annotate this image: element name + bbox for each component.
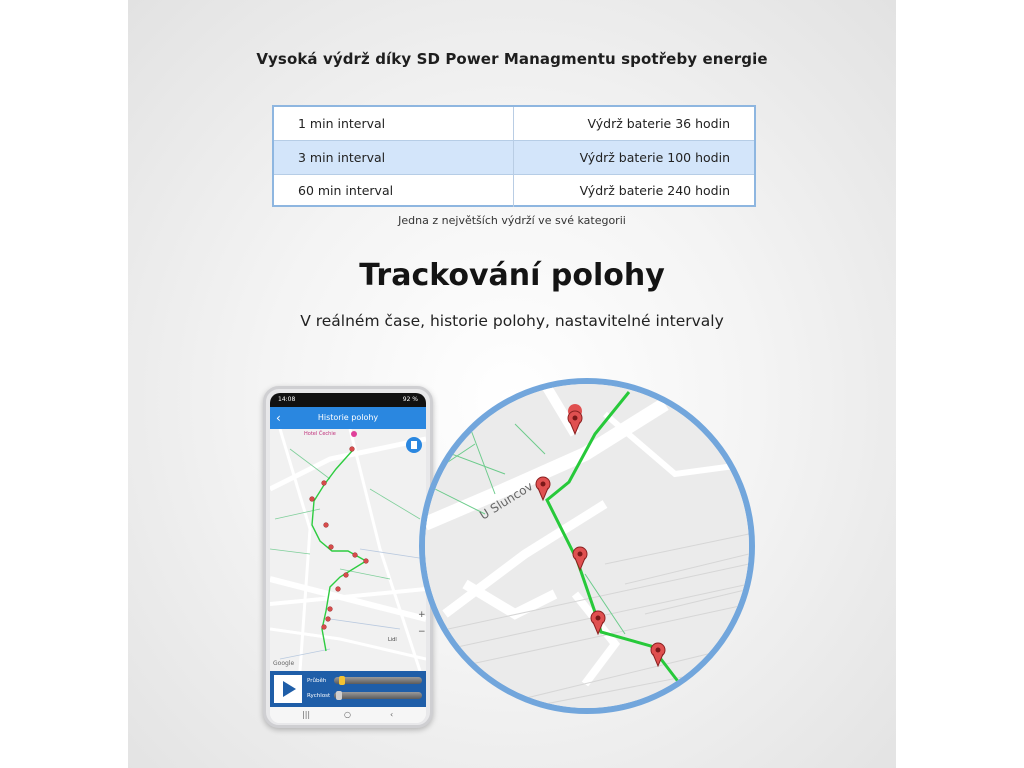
zoom-in-icon: +	[418, 610, 426, 620]
battery-headline: Vysoká výdrž díky SD Power Managmentu spotřeby energie	[256, 50, 768, 68]
interval-cell: 1 min interval	[274, 107, 514, 140]
speed-knob[interactable]	[336, 691, 342, 700]
status-battery: 92 %	[402, 396, 418, 403]
progress-slider[interactable]	[334, 677, 422, 684]
status-time: 14:08	[278, 396, 296, 403]
interval-cell: 60 min interval	[274, 174, 514, 207]
battery-table	[272, 105, 756, 207]
map-label-hotel: Hotel Čechie	[304, 431, 336, 437]
recents-icon[interactable]: |||	[302, 710, 311, 719]
progress-label: Průběh	[307, 678, 327, 684]
section-subtitle: V reálném čase, historie polohy, nastavitelné intervaly	[300, 312, 724, 330]
street-label: U Sluncov	[477, 478, 536, 523]
interval-cell: 3 min interval	[274, 141, 514, 174]
status-bar	[270, 393, 426, 407]
phone-map[interactable]	[270, 429, 426, 671]
table-row	[274, 140, 754, 175]
playback-panel	[270, 671, 426, 707]
battery-cell: Výdrž baterie 240 hodin	[579, 183, 730, 198]
table-row	[274, 107, 754, 140]
table-note: Jedna z největších výdrží ve své kategorii	[398, 214, 626, 227]
zoom-out-icon: −	[418, 627, 426, 637]
phone-screen	[270, 393, 426, 723]
speed-slider[interactable]	[334, 692, 422, 699]
progress-knob[interactable]	[339, 676, 345, 685]
google-logo: Google	[273, 660, 295, 667]
back-arrow-icon[interactable]: ‹	[276, 411, 281, 425]
app-bar	[270, 407, 426, 429]
zoomed-map	[425, 384, 749, 708]
android-nav-bar	[270, 707, 426, 723]
home-icon[interactable]: ○	[344, 710, 351, 719]
app-title: Historie polohy	[317, 413, 379, 422]
section-title: Trackování polohy	[359, 258, 665, 293]
battery-cell: Výdrž baterie 36 hodin	[587, 116, 730, 131]
speed-label: Rychlost	[307, 693, 331, 699]
table-row	[274, 174, 754, 207]
map-zoom-circle	[419, 378, 755, 714]
map-label-lidl: Lidl	[388, 637, 397, 643]
back-icon[interactable]: ‹	[390, 710, 394, 719]
product-panel	[128, 0, 896, 768]
battery-cell: Výdrž baterie 100 hodin	[579, 150, 730, 165]
phone-mockup	[263, 386, 433, 728]
play-button[interactable]	[274, 675, 302, 703]
